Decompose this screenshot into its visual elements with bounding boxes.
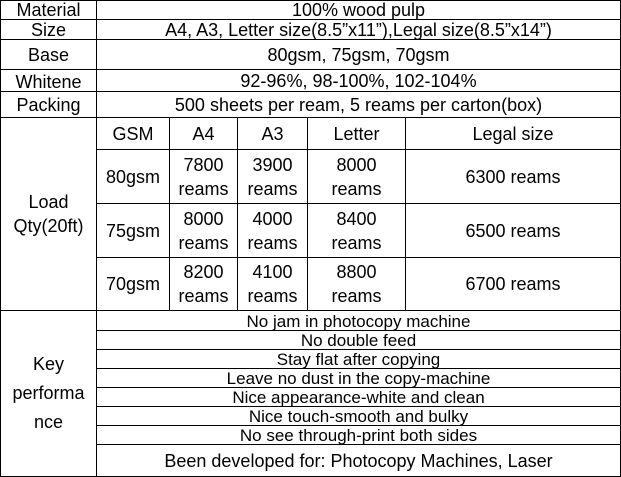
row-70-letter: 8800 reams [307,257,406,311]
row-75-a4: 8000 reams [169,203,238,258]
key-item: No jam in photocopy machine [96,310,621,331]
row-75-a3: 4000 reams [237,203,308,258]
header-a3: A3 [237,117,308,150]
row-75-legal: 6500 reams [405,203,621,258]
row-70-a4: 8200 reams [169,257,238,311]
base-label: Base [0,39,97,70]
key-item: No double feed [96,330,621,350]
header-gsm: GSM [96,117,170,150]
row-70-a3: 4100 reams [237,257,308,311]
row-80-a4: 7800 reams [169,149,238,204]
whiteness-label: Whitene [0,69,97,92]
load-qty-label [0,117,97,311]
header-a4: A4 [169,117,238,150]
row-70-legal: 6700 reams [405,257,621,311]
material-label: Material [0,0,97,20]
load-qty-label-line1: Load [28,192,69,212]
key-item: Leave no dust in the copy-machine [96,368,621,388]
header-legal: Legal size [405,117,621,150]
load-qty-label-line2: Qty(20ft) [13,216,84,236]
row-75-gsm: 75gsm [96,203,170,258]
key-item: Been developed for: Photocopy Machines, Laser [96,444,621,477]
key-label-line1: Key [32,354,65,374]
key-item: Stay flat after copying [96,349,621,369]
size-label: Size [0,19,97,40]
material-value: 100% wood pulp [96,0,621,20]
row-80-legal: 6300 reams [405,149,621,204]
packing-value: 500 sheets per ream, 5 reams per carton(box) [96,91,621,118]
key-label-line2: performa [12,383,85,403]
key-item: No see through-print both sides [96,425,621,445]
row-70-gsm: 70gsm [96,257,170,311]
row-80-letter: 8000 reams [307,149,406,204]
row-80-a3: 3900 reams [237,149,308,204]
row-75-letter: 8400 reams [307,203,406,258]
whiteness-value: 92-96%, 98-100%, 102-104% [96,69,621,92]
header-letter: Letter [307,117,406,150]
row-80-gsm: 80gsm [96,149,170,204]
packing-label: Packing [0,91,97,118]
base-value: 80gsm, 75gsm, 70gsm [96,39,621,70]
key-item: Nice touch-smooth and bulky [96,406,621,426]
size-value: A4, A3, Letter size(8.5”x11”),Legal size(8.5”x14”) [96,19,621,40]
key-label-line3: nce [33,412,64,432]
key-performance-label [0,310,97,477]
key-item: Nice appearance-white and clean [96,387,621,407]
